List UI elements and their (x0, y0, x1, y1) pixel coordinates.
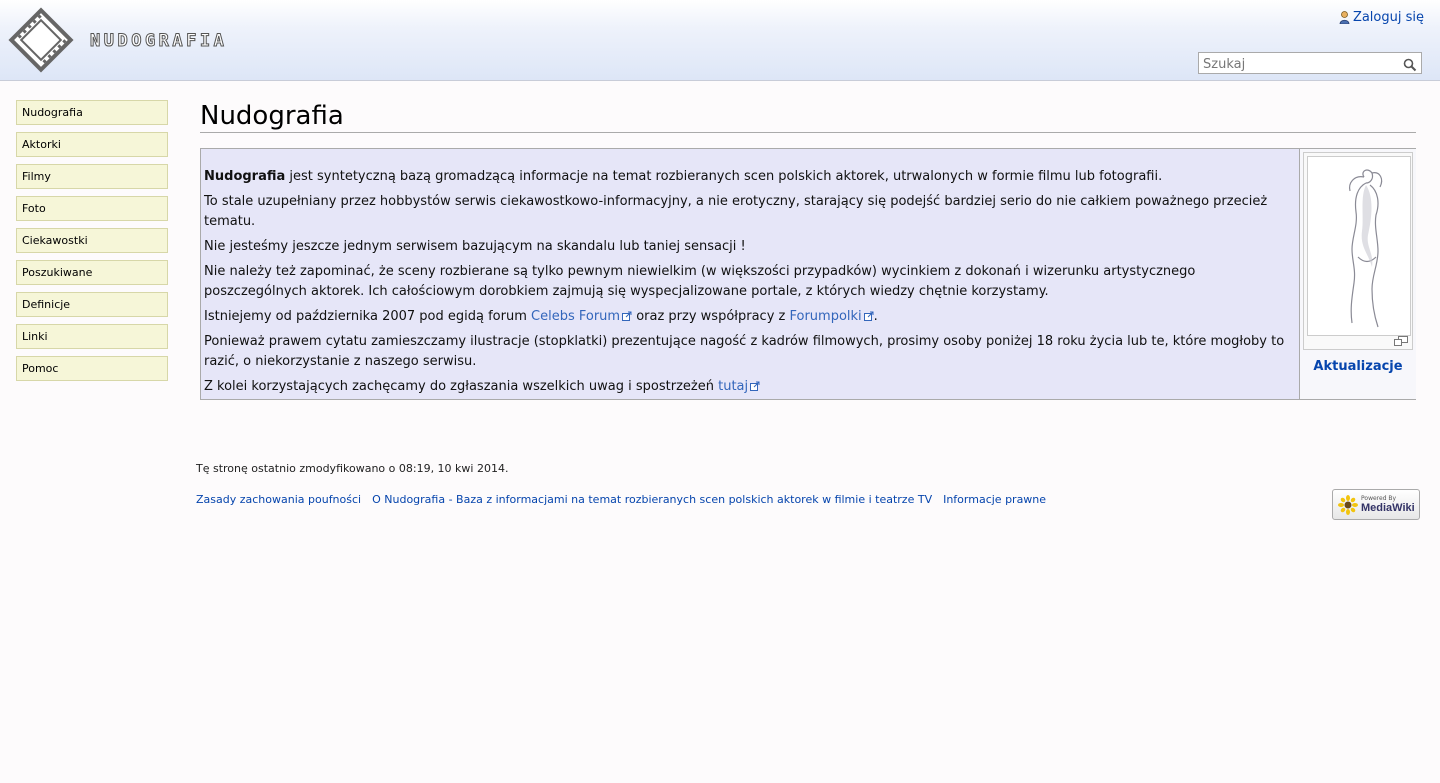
thumbnail-frame (1303, 152, 1413, 350)
sidebar-item-aktorki[interactable]: Aktorki (16, 132, 168, 157)
external-link-icon (750, 381, 760, 391)
sidebar-item-ciekawostki[interactable]: Ciekawostki (16, 228, 168, 253)
intro-text (204, 167, 1296, 402)
user-icon (1339, 11, 1350, 24)
contact-link[interactable] (718, 379, 760, 394)
paragraph-6: Ponieważ prawem cytatu zamieszczamy ilustracje (stopklatki) prezentujące nagość z kadrów filmowych, prosimy osoby poniżej 18 roku życia lub te, które mogłoby to razić, o niekorzystanie z naszego serwisu. (204, 334, 1285, 369)
search-input[interactable] (1199, 55, 1397, 75)
celebs-forum-link[interactable] (531, 309, 632, 324)
paragraph-5-text-c: . (873, 309, 878, 324)
paragraph-4: Nie należy też zapominać, że sceny rozbierane są tylko pewnym niewielkim (w większości przypadków) wycinkiem z dokonań i wizerunku artystycznego poszczególnych aktorek. Ich całościowym dorobkiem zajmują się wyspecjalizowane portale, z których wiedzy chętnie korzystamy. (204, 264, 1196, 299)
sidebar-item-foto[interactable]: Foto (16, 196, 168, 221)
footer-link-privacy[interactable]: Zasady zachowania poufności (196, 493, 362, 506)
search-icon[interactable] (1403, 58, 1417, 72)
paragraph-5-text-b: oraz przy współpracy z (632, 309, 790, 324)
footer-links (196, 493, 1046, 506)
site-name-bold: Nudografia (204, 169, 286, 184)
main-content (200, 100, 1416, 394)
forumpolki-label[interactable]: Forumpolki (789, 309, 862, 324)
contact-link-label[interactable]: tutaj (718, 379, 749, 394)
powered-by-mediawiki-badge[interactable] (1332, 489, 1420, 520)
thumbnail-column (1299, 149, 1416, 399)
celebs-forum-label[interactable]: Celebs Forum (531, 309, 621, 324)
figure-sketch-drawing (1308, 157, 1410, 335)
sidebar-item-pomoc[interactable]: Pomoc (16, 356, 168, 381)
mediawiki-label: MediaWiki (1361, 502, 1415, 514)
sidebar-item-nudografia[interactable]: Nudografia (16, 100, 168, 125)
sidebar-item-linki[interactable]: Linki (16, 324, 168, 349)
search-box (1198, 52, 1422, 74)
footer-link-about[interactable]: O Nudografia - Baza z informacjami na temat rozbieranych scen polskich aktorek w filmie i teatrze TV (372, 493, 933, 506)
login-link[interactable] (1339, 10, 1424, 25)
intro-box (200, 148, 1416, 400)
sidebar-item-filmy[interactable]: Filmy (16, 164, 168, 189)
last-modified-info: Tę stronę ostatnio zmodyfikowano o 08:19, 10 kwi 2014. (196, 462, 509, 475)
figure-sketch-image[interactable] (1307, 156, 1411, 336)
site-header (0, 0, 1440, 81)
paragraph-7-text: Z kolei korzystających zachęcamy do zgłaszania wszelkich uwag i spostrzeżeń (204, 379, 719, 394)
sidebar-nav (16, 100, 168, 388)
powered-by-label: Powered By (1361, 495, 1397, 502)
sunflower-icon (1338, 495, 1358, 515)
site-wordmark[interactable]: NUDOGRAFIA (90, 31, 228, 51)
paragraph-5 (204, 307, 1296, 327)
paragraph-7 (204, 377, 1296, 397)
paragraph-3: Nie jesteśmy jeszcze jednym serwisem bazującym na skandalu lub taniej sensacji ! (204, 239, 746, 254)
paragraph-2: To stale uzupełniany przez hobbystów serwis ciekawostkowo-informacyjny, a nie erotyczny, starający się podejść bardziej serio do nie całkiem poważnego przecież tematu. (204, 194, 1268, 229)
external-link-icon (622, 311, 632, 321)
paragraph-1 (204, 167, 1296, 187)
enlarge-icon[interactable] (1394, 336, 1408, 346)
page-title: Nudografia (200, 100, 1416, 133)
external-link-icon (864, 311, 874, 321)
login-label[interactable]: Zaloguj się (1352, 10, 1424, 25)
forumpolki-link[interactable] (789, 309, 873, 324)
updates-link[interactable]: Aktualizacje (1313, 359, 1403, 374)
footer-link-disclaimers[interactable]: Informacje prawne (943, 493, 1047, 506)
sidebar-item-poszukiwane[interactable]: Poszukiwane (16, 260, 168, 285)
film-frame-logo-icon[interactable] (8, 7, 74, 73)
paragraph-1-text: jest syntetyczną bazą gromadzącą informacje na temat rozbieranych scen polskich aktorek, utrwalonych w formie filmu lub fotografii. (285, 169, 1163, 184)
sidebar-item-definicje[interactable]: Definicje (16, 292, 168, 317)
paragraph-5-text-a: Istniejemy od października 2007 pod egidą forum (204, 309, 532, 324)
